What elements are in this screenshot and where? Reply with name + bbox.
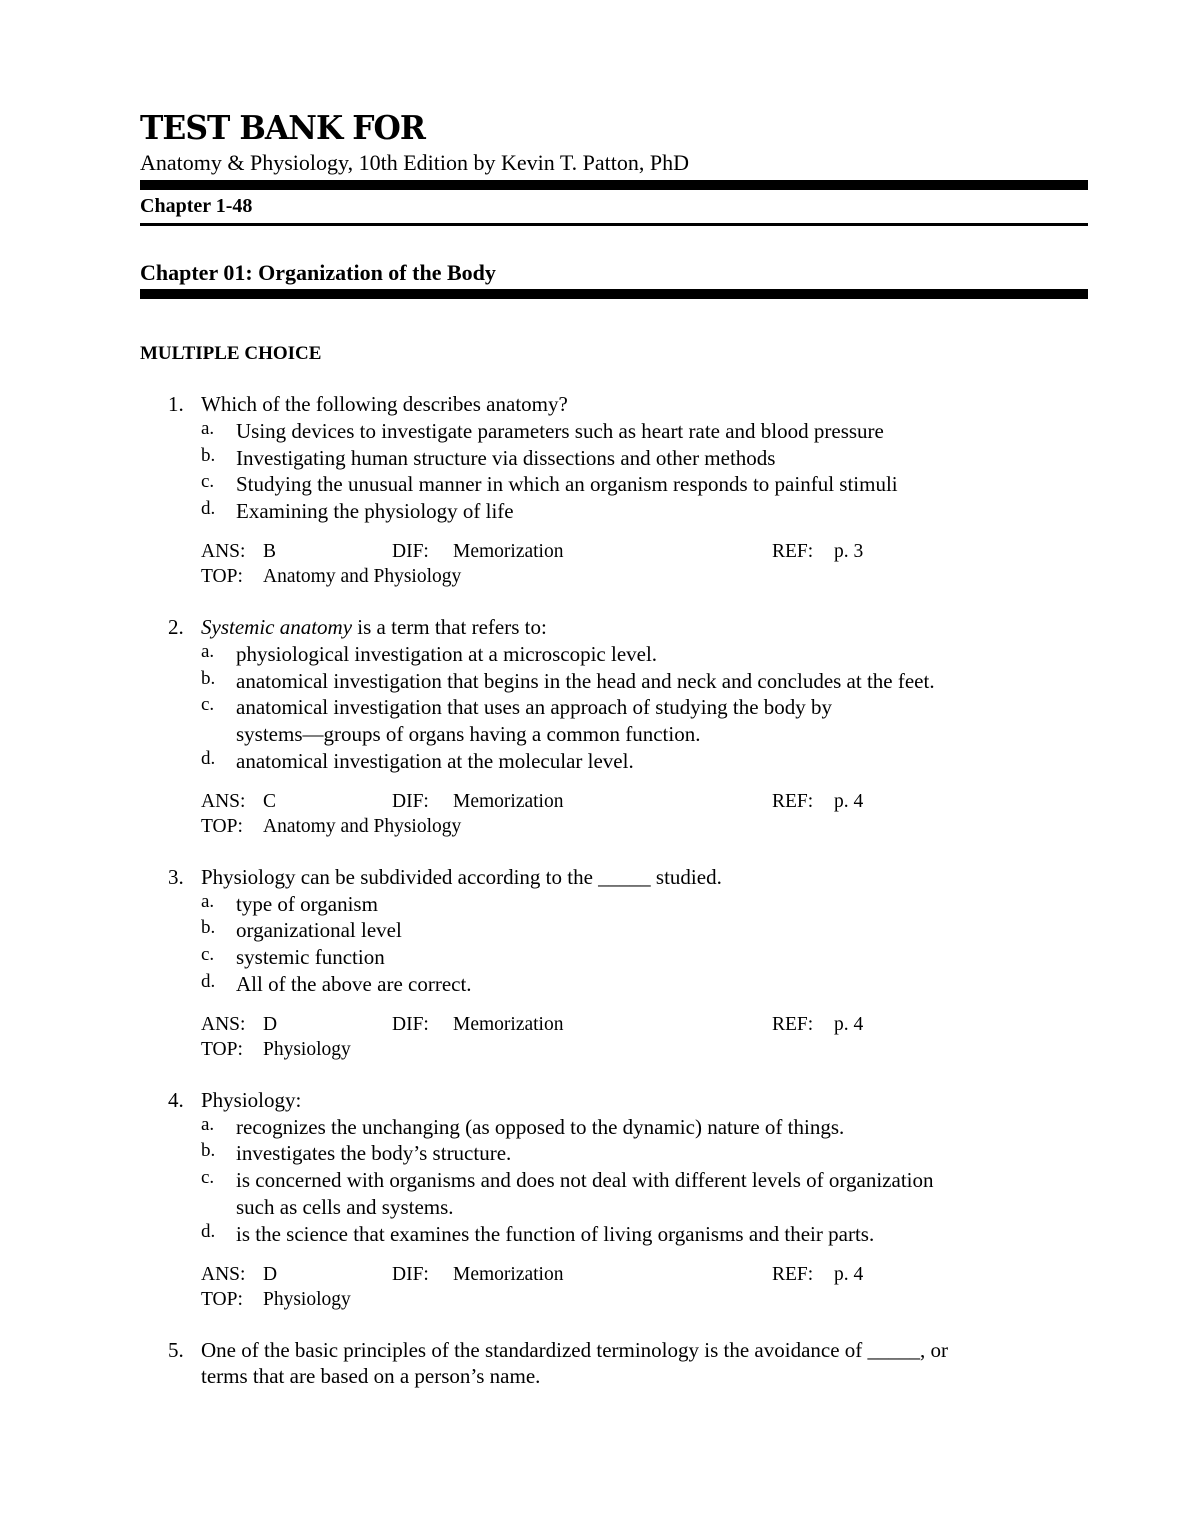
meta-ans-label: ANS: bbox=[201, 1263, 246, 1285]
question bbox=[140, 864, 1088, 1062]
option-text: Examining the physiology of life bbox=[236, 499, 514, 524]
answer-option bbox=[140, 1221, 1088, 1248]
option-letter: b. bbox=[201, 917, 216, 939]
meta-dif: Memorization bbox=[453, 540, 564, 562]
meta-dif-label: DIF: bbox=[392, 1013, 429, 1035]
option-text: Investigating human structure via dissections and other methods bbox=[236, 445, 776, 470]
doc-title: TEST BANK FOR bbox=[140, 108, 426, 147]
meta-ref-label: REF: bbox=[772, 1013, 814, 1035]
option-text: is concerned with organisms and does not deal with different levels of organization such as cells and systems. bbox=[236, 1168, 934, 1219]
meta-ans: D bbox=[263, 1263, 278, 1285]
option-text: systemic function bbox=[236, 945, 385, 970]
divider bbox=[140, 223, 1088, 226]
meta-top: Physiology bbox=[263, 1038, 351, 1060]
option-text: investigates the body’s structure. bbox=[236, 1141, 512, 1166]
meta-top-label: TOP: bbox=[201, 1288, 243, 1310]
answer-meta bbox=[140, 789, 1088, 839]
question-list bbox=[140, 391, 1088, 1390]
question-text bbox=[140, 864, 1088, 891]
question-stem: Physiology: bbox=[201, 1087, 302, 1112]
meta-ans-label: ANS: bbox=[201, 790, 246, 812]
topic-row bbox=[201, 1037, 1088, 1062]
option-text: anatomical investigation that uses an approach of studying the body by systems—groups of organs having a common function. bbox=[236, 695, 833, 747]
answer-option bbox=[140, 471, 1088, 498]
answer-option bbox=[140, 917, 1088, 944]
option-letter: c. bbox=[201, 694, 215, 716]
question-text bbox=[140, 391, 1088, 418]
doc-subtitle: Anatomy & Physiology, 10th Edition by Kevin T. Patton, PhD bbox=[140, 150, 689, 175]
meta-ref: p. 4 bbox=[834, 1013, 864, 1035]
answer-meta bbox=[140, 1012, 1088, 1062]
divider bbox=[140, 289, 1088, 299]
option-text: anatomical investigation that begins in the head and neck and concludes at the feet. bbox=[236, 668, 935, 693]
meta-ans-label: ANS: bbox=[201, 540, 246, 562]
question-number: 3. bbox=[168, 864, 184, 889]
meta-dif: Memorization bbox=[453, 1263, 564, 1285]
question-text bbox=[140, 614, 1088, 641]
answer-option bbox=[140, 445, 1088, 472]
question-number: 5. bbox=[168, 1337, 184, 1362]
option-letter: c. bbox=[201, 944, 215, 966]
option-text: anatomical investigation at the molecular level. bbox=[236, 748, 634, 773]
answer-option bbox=[140, 748, 1088, 775]
answer-row bbox=[201, 539, 1088, 564]
question bbox=[140, 1337, 1088, 1391]
option-text: type of organism bbox=[236, 891, 378, 916]
option-letter: a. bbox=[201, 417, 215, 439]
option-letter: d. bbox=[201, 747, 216, 769]
option-letter: a. bbox=[201, 640, 215, 662]
question-stem: Which of the following describes anatomy? bbox=[201, 392, 568, 416]
option-letter: b. bbox=[201, 1140, 216, 1162]
question-stem: Physiology can be subdivided according to the _____ studied. bbox=[201, 864, 722, 889]
question-stem: One of the basic principles of the standardized terminology is the avoidance of _____, or terms that are based on a person’s name. bbox=[201, 1337, 949, 1389]
option-text: physiological investigation at a microscopic level. bbox=[236, 641, 658, 666]
question bbox=[140, 614, 1088, 839]
answer-option bbox=[140, 641, 1088, 668]
option-text: All of the above are correct. bbox=[236, 971, 472, 996]
meta-top: Physiology bbox=[263, 1288, 351, 1310]
meta-top-label: TOP: bbox=[201, 565, 243, 587]
question-number: 1. bbox=[168, 392, 184, 416]
document-page bbox=[140, 108, 1088, 1390]
divider bbox=[140, 180, 1088, 190]
answer-option bbox=[140, 1114, 1088, 1141]
answer-row bbox=[201, 1012, 1088, 1037]
option-text: Studying the unusual manner in which an organism responds to painful stimuli bbox=[236, 472, 898, 497]
option-letter: a. bbox=[201, 890, 215, 912]
question-number: 2. bbox=[168, 614, 184, 639]
question-number: 4. bbox=[168, 1087, 184, 1112]
meta-ref: p. 4 bbox=[834, 1263, 864, 1285]
meta-ref-label: REF: bbox=[772, 790, 814, 812]
question bbox=[140, 391, 1088, 589]
meta-ans-label: ANS: bbox=[201, 1013, 246, 1035]
option-letter: c. bbox=[201, 1167, 215, 1189]
chapter-range: Chapter 1-48 bbox=[140, 195, 253, 217]
meta-dif: Memorization bbox=[453, 790, 564, 812]
topic-row bbox=[201, 814, 1088, 839]
meta-dif: Memorization bbox=[453, 1013, 564, 1035]
question-text bbox=[140, 1087, 1088, 1114]
meta-ans: C bbox=[263, 790, 277, 812]
option-letter: c. bbox=[201, 471, 215, 493]
meta-top-label: TOP: bbox=[201, 1038, 243, 1060]
question-stem: is a term that refers to: bbox=[352, 614, 547, 639]
answer-option bbox=[140, 694, 1088, 748]
meta-top: Anatomy and Physiology bbox=[263, 565, 462, 587]
option-letter: b. bbox=[201, 667, 216, 689]
meta-ans: B bbox=[263, 540, 277, 562]
option-letter: d. bbox=[201, 1220, 216, 1242]
answer-option bbox=[140, 498, 1088, 525]
chapter-heading: Chapter 01: Organization of the Body bbox=[140, 260, 496, 285]
answer-row bbox=[201, 789, 1088, 814]
meta-dif-label: DIF: bbox=[392, 1263, 429, 1285]
question-italic-term: Systemic anatomy bbox=[201, 614, 353, 639]
meta-top-label: TOP: bbox=[201, 815, 243, 837]
meta-ref: p. 4 bbox=[834, 790, 864, 812]
option-text: Using devices to investigate parameters such as heart rate and blood pressure bbox=[236, 418, 884, 443]
answer-option bbox=[140, 668, 1088, 695]
option-text: is the science that examines the function of living organisms and their parts. bbox=[236, 1221, 875, 1246]
option-text: recognizes the unchanging (as opposed to the dynamic) nature of things. bbox=[236, 1114, 845, 1139]
answer-option bbox=[140, 418, 1088, 445]
answer-option bbox=[140, 971, 1088, 998]
answer-meta bbox=[140, 1262, 1088, 1312]
topic-row bbox=[201, 564, 1088, 589]
answer-meta bbox=[140, 539, 1088, 589]
option-letter: d. bbox=[201, 970, 216, 992]
option-text: organizational level bbox=[236, 918, 402, 943]
option-letter: a. bbox=[201, 1113, 215, 1135]
meta-dif-label: DIF: bbox=[392, 790, 429, 812]
answer-row bbox=[201, 1262, 1088, 1287]
answer-option bbox=[140, 944, 1088, 971]
meta-dif-label: DIF: bbox=[392, 540, 429, 562]
answer-option bbox=[140, 1167, 1088, 1221]
answer-option bbox=[140, 891, 1088, 918]
meta-ans: D bbox=[263, 1013, 278, 1035]
section-heading: MULTIPLE CHOICE bbox=[140, 343, 322, 364]
meta-top: Anatomy and Physiology bbox=[263, 815, 462, 837]
meta-ref-label: REF: bbox=[772, 540, 814, 562]
topic-row bbox=[201, 1287, 1088, 1312]
meta-ref-label: REF: bbox=[772, 1263, 814, 1285]
answer-option bbox=[140, 1140, 1088, 1167]
meta-ref: p. 3 bbox=[834, 540, 864, 562]
option-letter: d. bbox=[201, 498, 216, 520]
question bbox=[140, 1087, 1088, 1312]
question-text bbox=[140, 1337, 1088, 1391]
option-letter: b. bbox=[201, 444, 216, 466]
